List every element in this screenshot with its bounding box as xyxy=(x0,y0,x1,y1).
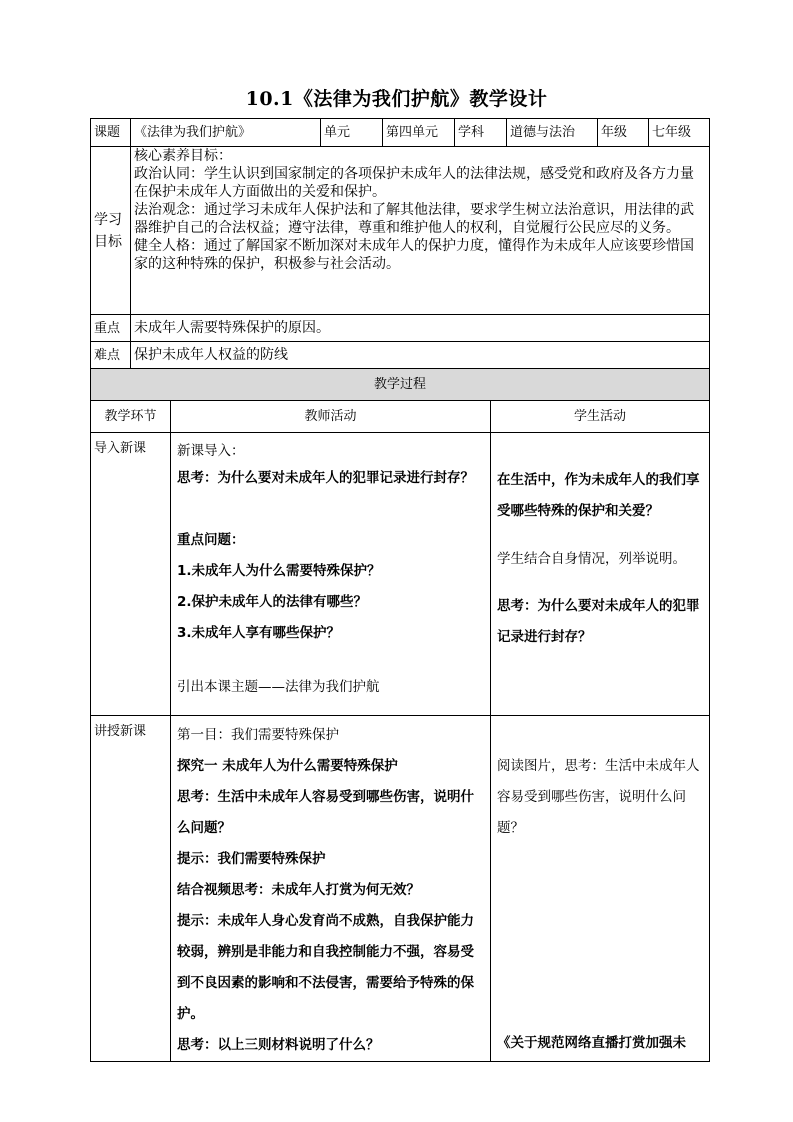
stage-column-header: 教学环节 xyxy=(91,401,171,433)
stage-new-lesson: 讲授新课 xyxy=(91,716,171,1062)
document-title: 10.1《法律为我们护航》教学设计 xyxy=(245,88,548,110)
process-header: 教学过程 xyxy=(91,369,710,401)
grade-label: 年级 xyxy=(598,119,649,147)
difficult-point-value: 保护未成年人权益的防线 xyxy=(131,342,710,369)
lesson-teacher-line: 第一目：我们需要特殊保护 xyxy=(177,727,339,743)
student-column-header: 学生活动 xyxy=(491,401,710,433)
intro-student-line: 学生结合自身情况，列举说明。 xyxy=(497,551,686,567)
grade-value: 七年级 xyxy=(649,119,710,147)
lesson-teacher-cell xyxy=(171,716,491,1062)
key-point-label: 重点 xyxy=(91,315,131,342)
lesson-teacher-line: 提示：我们需要特殊保护 xyxy=(177,851,326,867)
unit-value: 第四单元 xyxy=(383,119,455,147)
topic-label: 课题 xyxy=(91,119,131,147)
intro-student-line: 在生活中，作为未成年人的我们享受哪些特殊的保护和关爱？ xyxy=(497,472,700,519)
goals-line: 健全人格：通过了解国家不断加深对未成年人的保护力度，懂得作为未成年人应该要珍惜国家的这种特殊的保护，积极参与社会活动。 xyxy=(134,238,694,272)
topic-value: 《法律为我们护航》 xyxy=(131,119,321,147)
key-point-value: 未成年人需要特殊保护的原因。 xyxy=(131,315,710,342)
intro-teacher-line: 1.未成年人为什么需要特殊保护？ xyxy=(177,563,381,579)
goals-line: 法治观念：通过学习未成年人保护法和了解其他法律，要求学生树立法治意识，用法律的武器维护自己的合法权益；遵守法律，尊重和维护他人的权利，自觉履行公民应尽的义务。 xyxy=(134,202,694,236)
intro-student-spacer xyxy=(497,527,703,544)
goals-label: 学习 目标 xyxy=(91,147,131,315)
process-table xyxy=(90,400,710,1062)
intro-teacher-line: 引出本课主题——法律为我们护航 xyxy=(177,679,380,695)
lesson-teacher-line: 思考：以上三则材料说明了什么？ xyxy=(177,1037,380,1053)
intro-teacher-cell xyxy=(171,433,491,716)
unit-label: 单元 xyxy=(321,119,383,147)
subject-label: 学科 xyxy=(455,119,507,147)
lesson-info-table xyxy=(90,118,710,401)
intro-teacher-line: 2.保护未成年人的法律有哪些？ xyxy=(177,594,368,610)
difficult-point-label: 难点 xyxy=(91,342,131,369)
intro-teacher-line: 重点问题： xyxy=(177,532,245,548)
lesson-student-line: 阅读图片，思考：生活中未成年人容易受到哪些伤害，说明什么问题？ xyxy=(497,758,700,836)
lesson-teacher-line: 提示：未成年人身心发育尚不成熟，自我保护能力较弱，辨别是非能力和自我控制能力不强，容易受到不良因素的影响和不法侵害，需要给予特殊的保护。 xyxy=(177,913,474,1022)
lesson-student-cell xyxy=(491,716,710,1062)
goals-line: 核心素养目标： xyxy=(134,148,232,164)
goals-content xyxy=(131,147,710,315)
intro-student-line: 思考：为什么要对未成年人的犯罪记录进行封存？ xyxy=(497,598,700,645)
subject-value: 道德与法治 xyxy=(507,119,598,147)
intro-student-cell xyxy=(491,433,710,716)
intro-student-spacer xyxy=(497,575,703,591)
goals-line: 政治认同：学生认识到国家制定的各项保护未成年人的法律法规，感受党和政府及各方力量在保护未成年人方面做出的关爱和保护。 xyxy=(134,166,694,200)
lesson-teacher-line: 结合视频思考：未成年人打赏为何无效？ xyxy=(177,882,420,898)
intro-teacher-spacer xyxy=(177,649,484,675)
lesson-student-line: 《关于规范网络直播打赏加强未 xyxy=(497,1035,686,1051)
intro-teacher-line: 新课导入： xyxy=(177,443,245,459)
intro-teacher-spacer xyxy=(177,493,484,525)
teacher-column-header: 教师活动 xyxy=(171,401,491,433)
stage-intro: 导入新课 xyxy=(91,433,171,716)
lesson-teacher-line: 探究一 未成年人为什么需要特殊保护 xyxy=(177,758,398,774)
intro-teacher-line: 3.未成年人享有哪些保护？ xyxy=(177,625,341,641)
lesson-teacher-line: 思考：生活中未成年人容易受到哪些伤害，说明什么问题？ xyxy=(177,789,474,836)
intro-teacher-line: 思考：为什么要对未成年人的犯罪记录进行封存？ xyxy=(177,470,474,486)
